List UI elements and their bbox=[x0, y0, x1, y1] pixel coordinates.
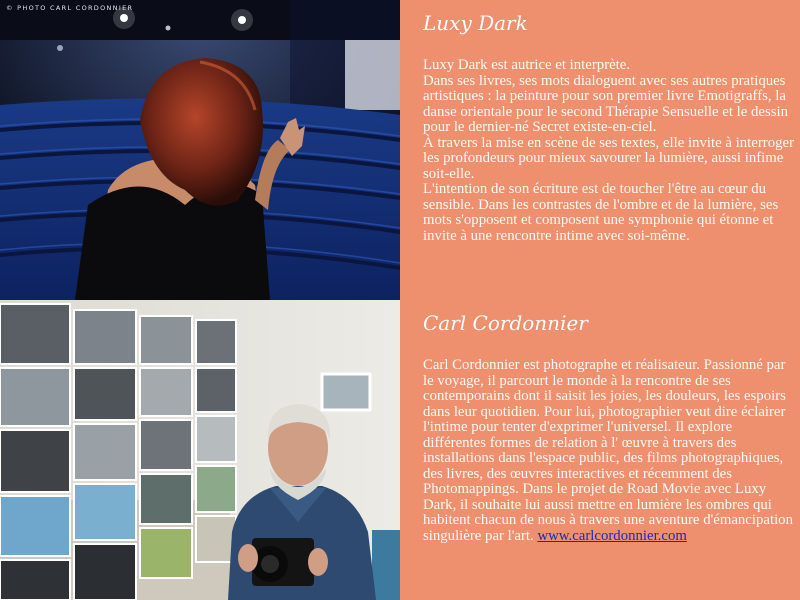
bio-paragraph: L'intention de son écriture est de toucher l'être au cœur du sensible. Dans les contrastes de l'ombre et de la lumière, ses mots s'opposent et composent une symphonie qui étonne et invite à une rencontre intime avec soi-même. bbox=[423, 181, 779, 245]
text-column bbox=[400, 0, 800, 600]
bio-paragraph bbox=[423, 358, 798, 545]
bio-paragraph: Dans ses livres, ses mots dialoguent avec ses autres pratiques artistiques : la peinture pour son premier livre Emotigraffs, la danse orientale pour le second Thérapie Sensuelle et le dessin pour le dernier-né Secret existe-en-ciel. bbox=[423, 72, 789, 136]
luxy-dark-bio bbox=[423, 58, 798, 245]
bio-text: Carl Cordonnier est photographe et réalisateur. Passionné par le voyage, il parcourt le monde à la rencontre de ses contemporains dont il saisit les joies, les douleurs, les espoirs dans leur quotidien. Pour lui, photographier veut dire éclairer l'intime pour tenter d'exprimer l'universel. Il explore différentes formes de relation à l' œuvre à travers des installations dans l'espace public, des films photographiques, des livres, des œuvres interactives et récemment des Photomappings. Dans le projet de Road Movie avec Luxy Dark, il souhaite lui aussi mettre en lumière les ombres qui habitent chacun de nous à travers une aventure d'émancipation singulière par l'art. bbox=[423, 357, 793, 545]
carl-cordonnier-bio bbox=[423, 358, 798, 545]
carl-cordonnier-heading: Carl Cordonnier bbox=[423, 311, 588, 335]
photo-credit: © PHOTO CARL CORDONNIER bbox=[6, 4, 134, 12]
website-link[interactable]: www.carlcordonnier.com bbox=[537, 528, 687, 545]
performer-theater-photo bbox=[0, 0, 400, 300]
photographer-exhibition-photo bbox=[0, 300, 400, 600]
bio-paragraph: Luxy Dark est autrice et interprète. bbox=[423, 57, 631, 73]
bio-paragraph: À travers la mise en scène de ses textes, elle invite à interroger les profondeurs pour mieux savourer la lumière, aussi infime soit-elle. bbox=[423, 134, 795, 182]
luxy-dark-heading: Luxy Dark bbox=[423, 11, 528, 35]
